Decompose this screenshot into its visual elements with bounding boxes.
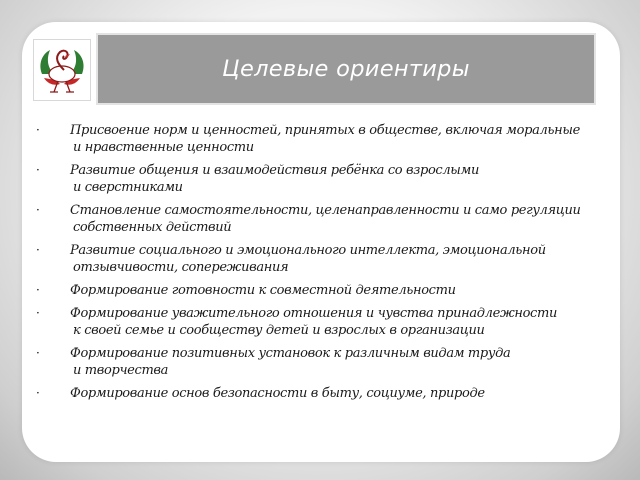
list-item-text: Формирование уважительного отношения и чувства принадлежности	[70, 306, 557, 321]
bullet-dot-icon: ·	[36, 163, 40, 177]
list-item-text: Формирование готовности к совместной деятельности	[70, 283, 456, 298]
list-item-text: Развитие социального и эмоционального интеллекта, эмоциональной	[70, 243, 546, 258]
list-item	[36, 242, 606, 276]
list-item-text: отзывчивости, сопереживания	[73, 260, 289, 275]
bullet-dot-icon: ·	[36, 386, 40, 400]
list-item-text: Присвоение норм и ценностей, принятых в обществе, включая моральные	[70, 123, 580, 138]
slide-title: Целевые ориентиры	[222, 56, 470, 82]
list-item	[36, 345, 606, 379]
list-item	[36, 385, 606, 402]
list-item	[36, 122, 606, 156]
list-item-text: Формирование позитивных установок к различным видам труда	[70, 346, 511, 361]
list-item-text: Развитие общения и взаимодействия ребёнка со взрослыми	[70, 163, 479, 178]
bullet-dot-icon: ·	[36, 306, 40, 320]
bullet-list	[36, 122, 606, 408]
list-item-text: и сверстниками	[73, 180, 183, 195]
bullet-dot-icon: ·	[36, 243, 40, 257]
list-item-text: Становление самостоятельности, целенаправленности и само регуляции	[70, 203, 581, 218]
bullet-dot-icon: ·	[36, 346, 40, 360]
bullet-dot-icon: ·	[36, 123, 40, 137]
swan-emblem-icon	[34, 40, 90, 100]
bullet-dot-icon: ·	[36, 203, 40, 217]
list-item	[36, 305, 606, 339]
list-item-text: собственных действий	[73, 220, 232, 235]
list-item-text: к своей семье и сообществу детей и взрослых в организации	[73, 323, 485, 338]
list-item-text: и нравственные ценности	[73, 140, 254, 155]
logo	[33, 39, 91, 101]
list-item-text: и творчества	[73, 363, 169, 378]
list-item	[36, 162, 606, 196]
list-item-text: Формирование основ безопасности в быту, социуме, природе	[70, 386, 485, 401]
list-item	[36, 282, 606, 299]
list-item	[36, 202, 606, 236]
title-bar	[96, 33, 596, 105]
bullet-dot-icon: ·	[36, 283, 40, 297]
